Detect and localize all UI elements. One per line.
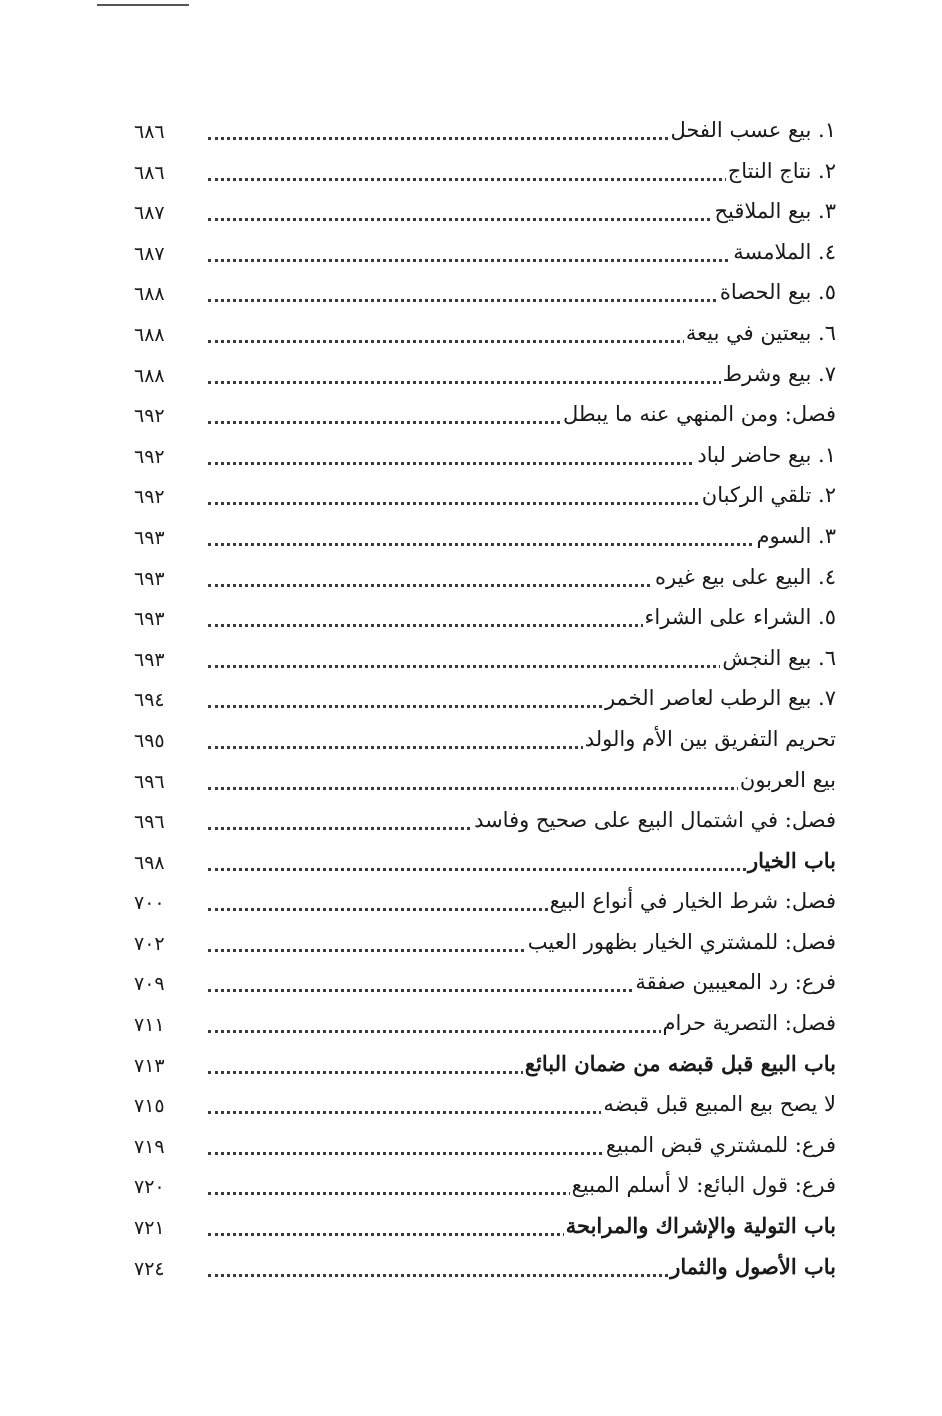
toc-entry-title: فصل: للمشتري الخيار بظهور العيب xyxy=(527,929,836,954)
toc-entry xyxy=(134,680,836,721)
toc-entry xyxy=(134,1005,836,1046)
toc-entry-title: ٧. بيع الرطب لعاصر الخمر xyxy=(604,686,836,711)
toc-entry-page: ٧٠٠ xyxy=(134,892,165,915)
toc-chapter-heading xyxy=(134,1208,836,1249)
toc-entry-title: ٣. السوم xyxy=(756,523,836,548)
toc-entry-page: ٧١٣ xyxy=(134,1054,165,1077)
toc-entry-page: ٦٩٦ xyxy=(134,811,165,834)
toc-entry-title: ٦. بيعتين في بيعة xyxy=(685,320,836,345)
toc-entry-title: ٣. بيع الملاقيح xyxy=(714,199,836,224)
toc-entry-page: ٦٨٨ xyxy=(134,283,165,306)
toc-entry-title: لا يصح بيع المبيع قبل قبضه xyxy=(603,1092,836,1117)
toc-entry-title: باب التولية والإشراك والمرابحة xyxy=(565,1213,836,1239)
toc-entry-page: ٦٨٨ xyxy=(134,323,165,346)
table-of-contents xyxy=(134,112,836,1289)
toc-chapter-heading xyxy=(134,843,836,884)
toc-entry-page: ٦٩٢ xyxy=(134,445,165,468)
toc-entry-page: ٧٠٢ xyxy=(134,932,165,955)
toc-entry-page: ٧١٩ xyxy=(134,1135,165,1158)
toc-entry-page: ٦٨٧ xyxy=(134,242,165,265)
toc-entry-title: باب الأصول والثمار xyxy=(670,1253,836,1279)
toc-entry-title: ٤. الملامسة xyxy=(733,239,836,264)
toc-entry xyxy=(134,1127,836,1168)
toc-chapter-heading xyxy=(134,1046,836,1087)
toc-entry-title: فصل: شرط الخيار في أنواع البيع xyxy=(549,889,836,914)
toc-entry xyxy=(134,396,836,437)
toc-entry xyxy=(134,315,836,356)
toc-entry-page: ٦٩٣ xyxy=(134,608,165,631)
toc-entry xyxy=(134,274,836,315)
toc-entry xyxy=(134,1086,836,1127)
toc-entry-title: فصل: التصرية حرام xyxy=(662,1011,836,1036)
toc-entry-title: فرع: قول البائع: لا أسلم المبيع xyxy=(571,1173,836,1198)
toc-entry xyxy=(134,153,836,194)
toc-entry-page: ٦٩٤ xyxy=(134,689,165,712)
toc-entry xyxy=(134,518,836,559)
toc-entry-page: ٧٠٩ xyxy=(134,973,165,996)
toc-entry-page: ٧١٥ xyxy=(134,1095,165,1118)
toc-entry-title: ٤. البيع على بيع غيره xyxy=(655,564,836,589)
toc-entry-title: ٥. الشراء على الشراء xyxy=(644,605,836,630)
toc-entry-page: ٦٩٣ xyxy=(134,648,165,671)
toc-entry-page: ٦٨٦ xyxy=(134,161,165,184)
toc-entry xyxy=(134,883,836,924)
toc-entry xyxy=(134,721,836,762)
toc-entry-title: تحريم التفريق بين الأم والولد xyxy=(584,726,836,751)
toc-entry xyxy=(134,193,836,234)
top-rule xyxy=(97,4,189,6)
toc-entry xyxy=(134,559,836,600)
toc-entry-title: ٢. نتاج النتاج xyxy=(727,158,836,183)
toc-entry-title: ١. بيع حاضر لباد xyxy=(697,442,836,467)
toc-entry-title: فرع: للمشتري قبض المبيع xyxy=(605,1132,836,1157)
toc-entry xyxy=(134,964,836,1005)
toc-entry xyxy=(134,640,836,681)
toc-entry-title: ١. بيع عسب الفحل xyxy=(670,118,836,142)
toc-entry-page: ٦٩٨ xyxy=(134,851,165,874)
toc-entry-page: ٦٨٧ xyxy=(134,202,165,225)
toc-entry-page: ٦٩٢ xyxy=(134,405,165,428)
toc-entry-title: باب الخيار xyxy=(748,847,836,873)
toc-entry xyxy=(134,234,836,275)
toc-entry xyxy=(134,1167,836,1208)
toc-entry xyxy=(134,924,836,965)
toc-entry-page: ٦٩٣ xyxy=(134,526,165,549)
toc-entry-title: باب البيع قبل قبضه من ضمان البائع xyxy=(524,1050,836,1076)
toc-entry-title: ٧. بيع وشرط xyxy=(722,361,836,386)
toc-entry-title: فصل: في اشتمال البيع على صحيح وفاسد xyxy=(474,808,836,833)
toc-entry xyxy=(134,356,836,397)
toc-entry xyxy=(134,437,836,478)
toc-entry-title: بيع العربون xyxy=(739,767,836,792)
toc-entry-page: ٦٨٨ xyxy=(134,364,165,387)
toc-entry-page: ٦٨٦ xyxy=(134,121,165,143)
toc-entry-title: ٦. بيع النجش xyxy=(722,645,836,670)
toc-entry-page: ٦٩٣ xyxy=(134,567,165,590)
toc-entry xyxy=(134,112,836,153)
toc-entry-page: ٦٩٢ xyxy=(134,486,165,509)
toc-entry-title: فرع: رد المعيبين صفقة xyxy=(635,970,836,995)
toc-entry-page: ٧٢٠ xyxy=(134,1176,165,1199)
dot-leader xyxy=(208,543,836,546)
toc-entry-title: ٥. بيع الحصاة xyxy=(719,280,836,305)
dot-leader xyxy=(208,868,836,871)
toc-entry-page: ٦٩٦ xyxy=(134,770,165,793)
toc-entry-page: ٧١١ xyxy=(134,1014,165,1037)
toc-entry xyxy=(134,762,836,803)
toc-entry-title: فصل: ومن المنهي عنه ما يبطل xyxy=(563,402,836,427)
toc-entry-page: ٧٢٤ xyxy=(134,1257,165,1280)
toc-entry xyxy=(134,802,836,843)
toc-entry xyxy=(134,477,836,518)
toc-entry-page: ٦٩٥ xyxy=(134,729,165,752)
toc-chapter-heading xyxy=(134,1249,836,1290)
toc-entry xyxy=(134,599,836,640)
toc-entry-page: ٧٢١ xyxy=(134,1217,165,1240)
toc-entry-title: ٢. تلقي الركبان xyxy=(701,483,836,508)
